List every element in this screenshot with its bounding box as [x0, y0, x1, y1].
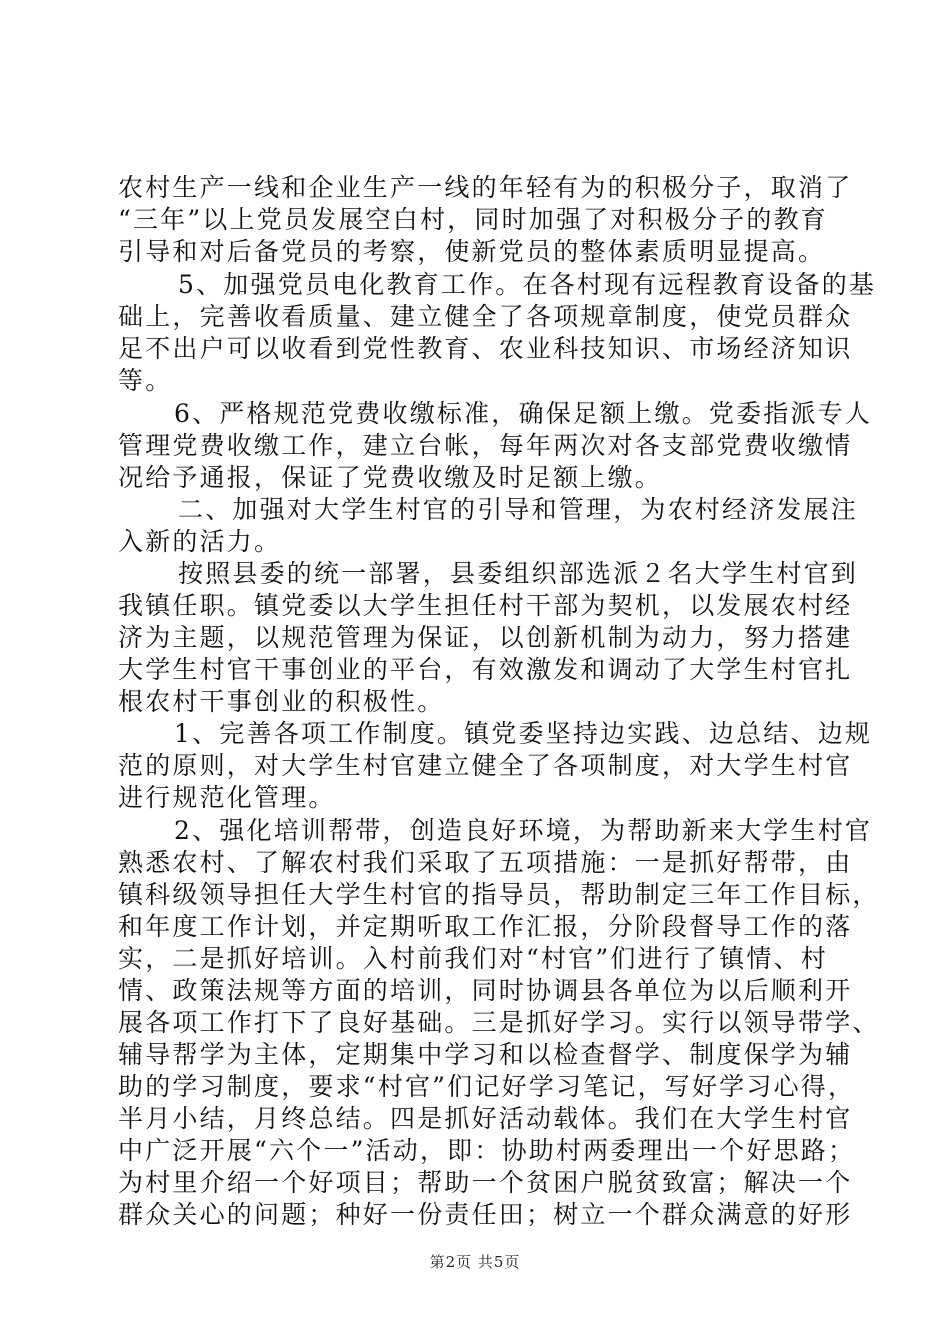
- text-line: 5、加强党员电化教育工作。在各村现有远程教育设备的基: [178, 270, 877, 299]
- text-line: 辅导帮学为主体，定期集中学习和以检查督学、制度保学为辅: [118, 1040, 853, 1069]
- text-line: 展各项工作打下了良好基础。三是抓好学习。实行以领导带学、: [118, 1008, 880, 1037]
- text-line: 大学生村官干事创业的平台，有效激发和调动了大学生村官扎: [118, 655, 853, 684]
- text-line: 等。: [118, 366, 173, 395]
- text-line: 中广泛开展“六个一”活动，即：协助村两委理出一个好思路；: [118, 1136, 856, 1165]
- text-line: 情、政策法规等方面的培训，同时协调县各单位为以后顺利开: [118, 976, 853, 1005]
- text-line: 1、完善各项工作制度。镇党委坚持边实践、边总结、边规: [174, 719, 873, 748]
- text-line: 础上，完善收看质量、建立健全了各项规章制度，使党员群众: [118, 302, 853, 331]
- text-line: 足不出户可以收看到党性教育、农业科技知识、市场经济知识: [118, 334, 853, 363]
- text-line: 半月小结，月终总结。四是抓好活动载体。我们在大学生村官: [118, 1104, 853, 1133]
- text-line: 入新的活力。: [118, 527, 282, 556]
- text-line: 为村里介绍一个好项目；帮助一个贫困户脱贫致富；解决一个: [118, 1168, 853, 1197]
- text-line: 二、加强对大学生村官的引导和管理，为农村经济发展注: [178, 495, 859, 524]
- text-line: 镇科级领导担任大学生村官的指导员，帮助制定三年工作目标，: [118, 880, 880, 909]
- text-line: 2、强化培训帮带，创造良好环境，为帮助新来大学生村官: [174, 816, 873, 845]
- text-line: 熟悉农村、了解农村我们采取了五项措施：一是抓好帮带，由: [118, 848, 853, 877]
- text-line: 实，二是抓好培训。入村前我们对“村官”们进行了镇情、村: [118, 944, 828, 973]
- text-line: 管理党费收缴工作，建立台帐，每年两次对各支部党费收缴情: [118, 431, 853, 460]
- text-line: 引导和对后备党员的考察，使新党员的整体素质明显提高。: [118, 237, 826, 266]
- text-line: 况给予通报，保证了党费收缴及时足额上缴。: [118, 463, 663, 492]
- text-line: 助的学习制度，要求“村官”们记好学习笔记，写好学习心得，: [118, 1072, 856, 1101]
- page-footer: 第2页 共5页: [429, 1253, 521, 1271]
- text-line: 我镇任职。镇党委以大学生担任村干部为契机，以发展农村经: [118, 591, 853, 620]
- text-line: 6、严格规范党费收缴标准，确保足额上缴。党委指派专人: [174, 399, 873, 428]
- text-line: “三年”以上党员发展空白村，同时加强了对积极分子的教育: [118, 205, 828, 234]
- text-line: 群众关心的问题；种好一份责任田；树立一个群众满意的好形: [118, 1200, 853, 1229]
- text-line: 农村生产一线和企业生产一线的年轻有为的积极分子，取消了: [118, 173, 853, 202]
- text-line: 进行规范化管理。: [118, 783, 336, 812]
- text-line: 范的原则，对大学生村官建立健全了各项制度，对大学生村官: [118, 751, 853, 780]
- text-line: 根农村干事创业的积极性。: [118, 687, 445, 716]
- text-line: 按照县委的统一部署，县委组织部选派２名大学生村官到: [178, 559, 859, 588]
- text-line: 和年度工作计划，并定期听取工作汇报，分阶段督导工作的落: [118, 912, 853, 941]
- text-line: 济为主题，以规范管理为保证，以创新机制为动力，努力搭建: [118, 623, 853, 652]
